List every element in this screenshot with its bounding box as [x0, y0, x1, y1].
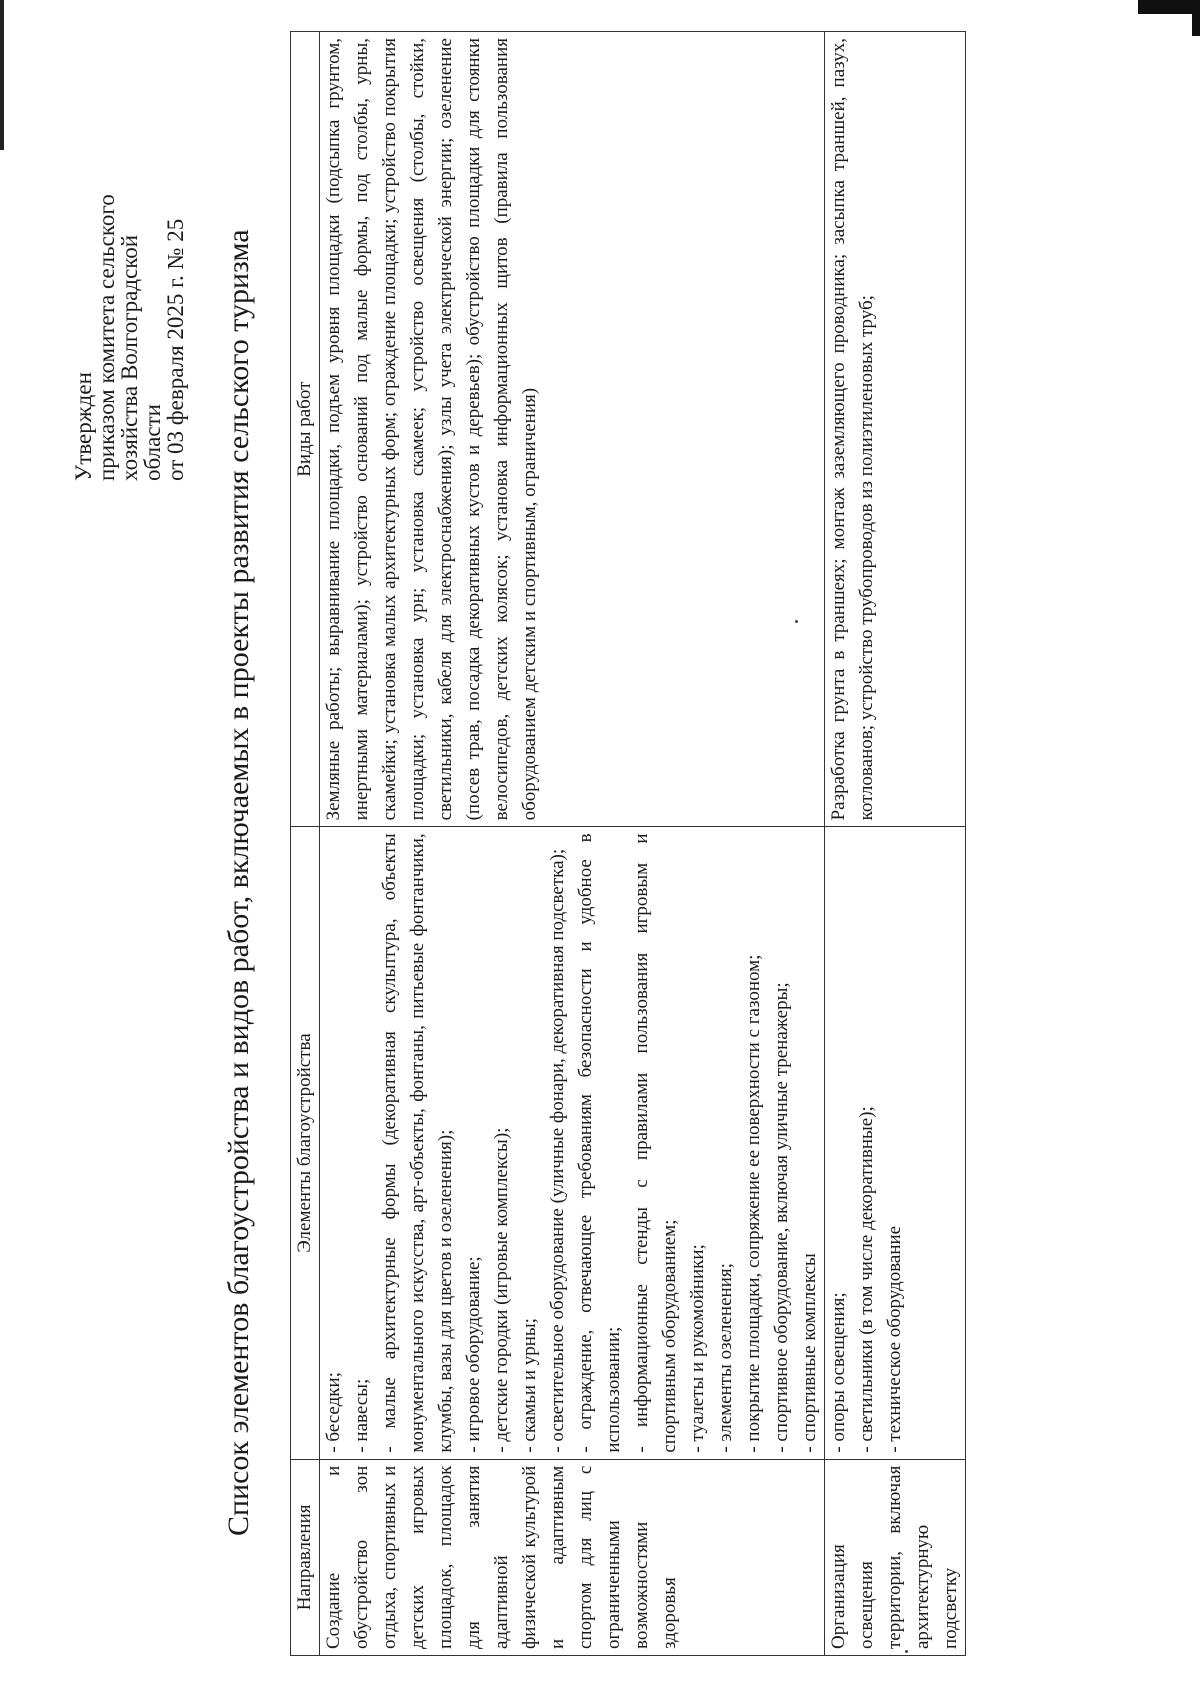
direction-cell: Создание и обустройство зон отдыха, спортивных и детских игровых площадок, площадок для занятия адаптивной физической культурой и адаптивным спортом для лиц с ограниченными возможностями здоровья	[320, 1459, 825, 1655]
approval-stamp-text	[72, 21, 187, 481]
approval-line: от 03 февраля 2025 г. № 25	[163, 218, 188, 481]
element-item: - ограждение, отвечающее требованиям безопасности и удобное в использовании;	[575, 833, 624, 1453]
element-item: - осветительное оборудование (уличные фонари, декоративная подсветка);	[547, 848, 568, 1453]
document-title: Список элементов благоустройства и видов работ, включаемых в проекты развития сельского туризма	[222, 229, 255, 1536]
element-item: - спортивные комплексы	[799, 1253, 820, 1453]
header-directions: Направления	[291, 1459, 320, 1655]
element-item: - игровое оборудование;	[463, 1256, 484, 1453]
element-item: - элементы озеленения;	[715, 1263, 736, 1453]
approval-line: хозяйства Волгоградской	[117, 234, 142, 481]
header-works: Виды работ	[291, 32, 320, 827]
element-item: - техническое оборудование	[884, 1225, 905, 1453]
element-item: - навесы;	[351, 1378, 372, 1453]
element-item: - туалеты и рукомойники;	[687, 1244, 708, 1453]
elements-cell	[320, 827, 825, 1459]
approval-line: Утвержден	[71, 372, 96, 481]
table-row	[825, 32, 966, 1656]
works-table	[290, 31, 966, 1656]
elements-cell	[825, 827, 966, 1459]
works-cell: Разработка грунта в траншеях; монтаж заземляющего проводника; засыпка траншей, пазух, котлованов; устройство трубопроводов из полиэтиленовых труб;	[825, 32, 966, 827]
header-elements: Элементы благоустройства	[291, 827, 320, 1459]
element-item: - светильники (в том числе декоративные);	[856, 1106, 877, 1453]
element-item: - детские городки (игровые комплексы);	[491, 1127, 512, 1453]
element-item: - покрытие площадки, сопряжение ее поверхности с газоном;	[743, 954, 764, 1453]
element-item: - информационные стенды с правилами пользования игровым и спортивным оборудованием;	[631, 833, 680, 1453]
works-cell: Земляные работы; выравнивание площадки, подъем уровня площадки (подсыпка грунтом, инертными материалами); устройство оснований под малые формы, под столбы, урны, скамейки; установка малых архитектурных форм; ограждение площадки; устройство покрытия площадки; установка урн; установка скамеек; устройство освещения (столбы, стойки, светильники, кабеля для электроснабжения); узлы учета электрической энергии; озеленение (посев трав, посадка декоративных кустов и деревьев); обустройство площадки для стоянки велосипедов, детских колясок; установка информационных щитов (правила пользования оборудованием детским и спортивным, ограничения)	[320, 32, 825, 827]
element-item: - беседки;	[323, 1372, 344, 1453]
table-header-row	[291, 32, 320, 1656]
table-row	[320, 32, 825, 1656]
element-item: - спортивное оборудование, включая уличные тренажеры;	[771, 982, 792, 1453]
element-item: - опоры освещения;	[828, 1292, 849, 1453]
approval-line: приказом комитета сельского	[94, 194, 119, 481]
element-item: - малые архитектурные формы (декоративная скульптура, объекты монументального искусства, арт-объекты, фонтаны, питьевые фонтанчики, клумбы, вазы для цветов и озеленения);	[379, 833, 456, 1453]
approval-line: области	[140, 404, 165, 481]
direction-cell: Организация освещения территории, включая архитектурную подсветку	[825, 1459, 966, 1655]
element-item: - скамьи и урны;	[519, 1318, 540, 1453]
